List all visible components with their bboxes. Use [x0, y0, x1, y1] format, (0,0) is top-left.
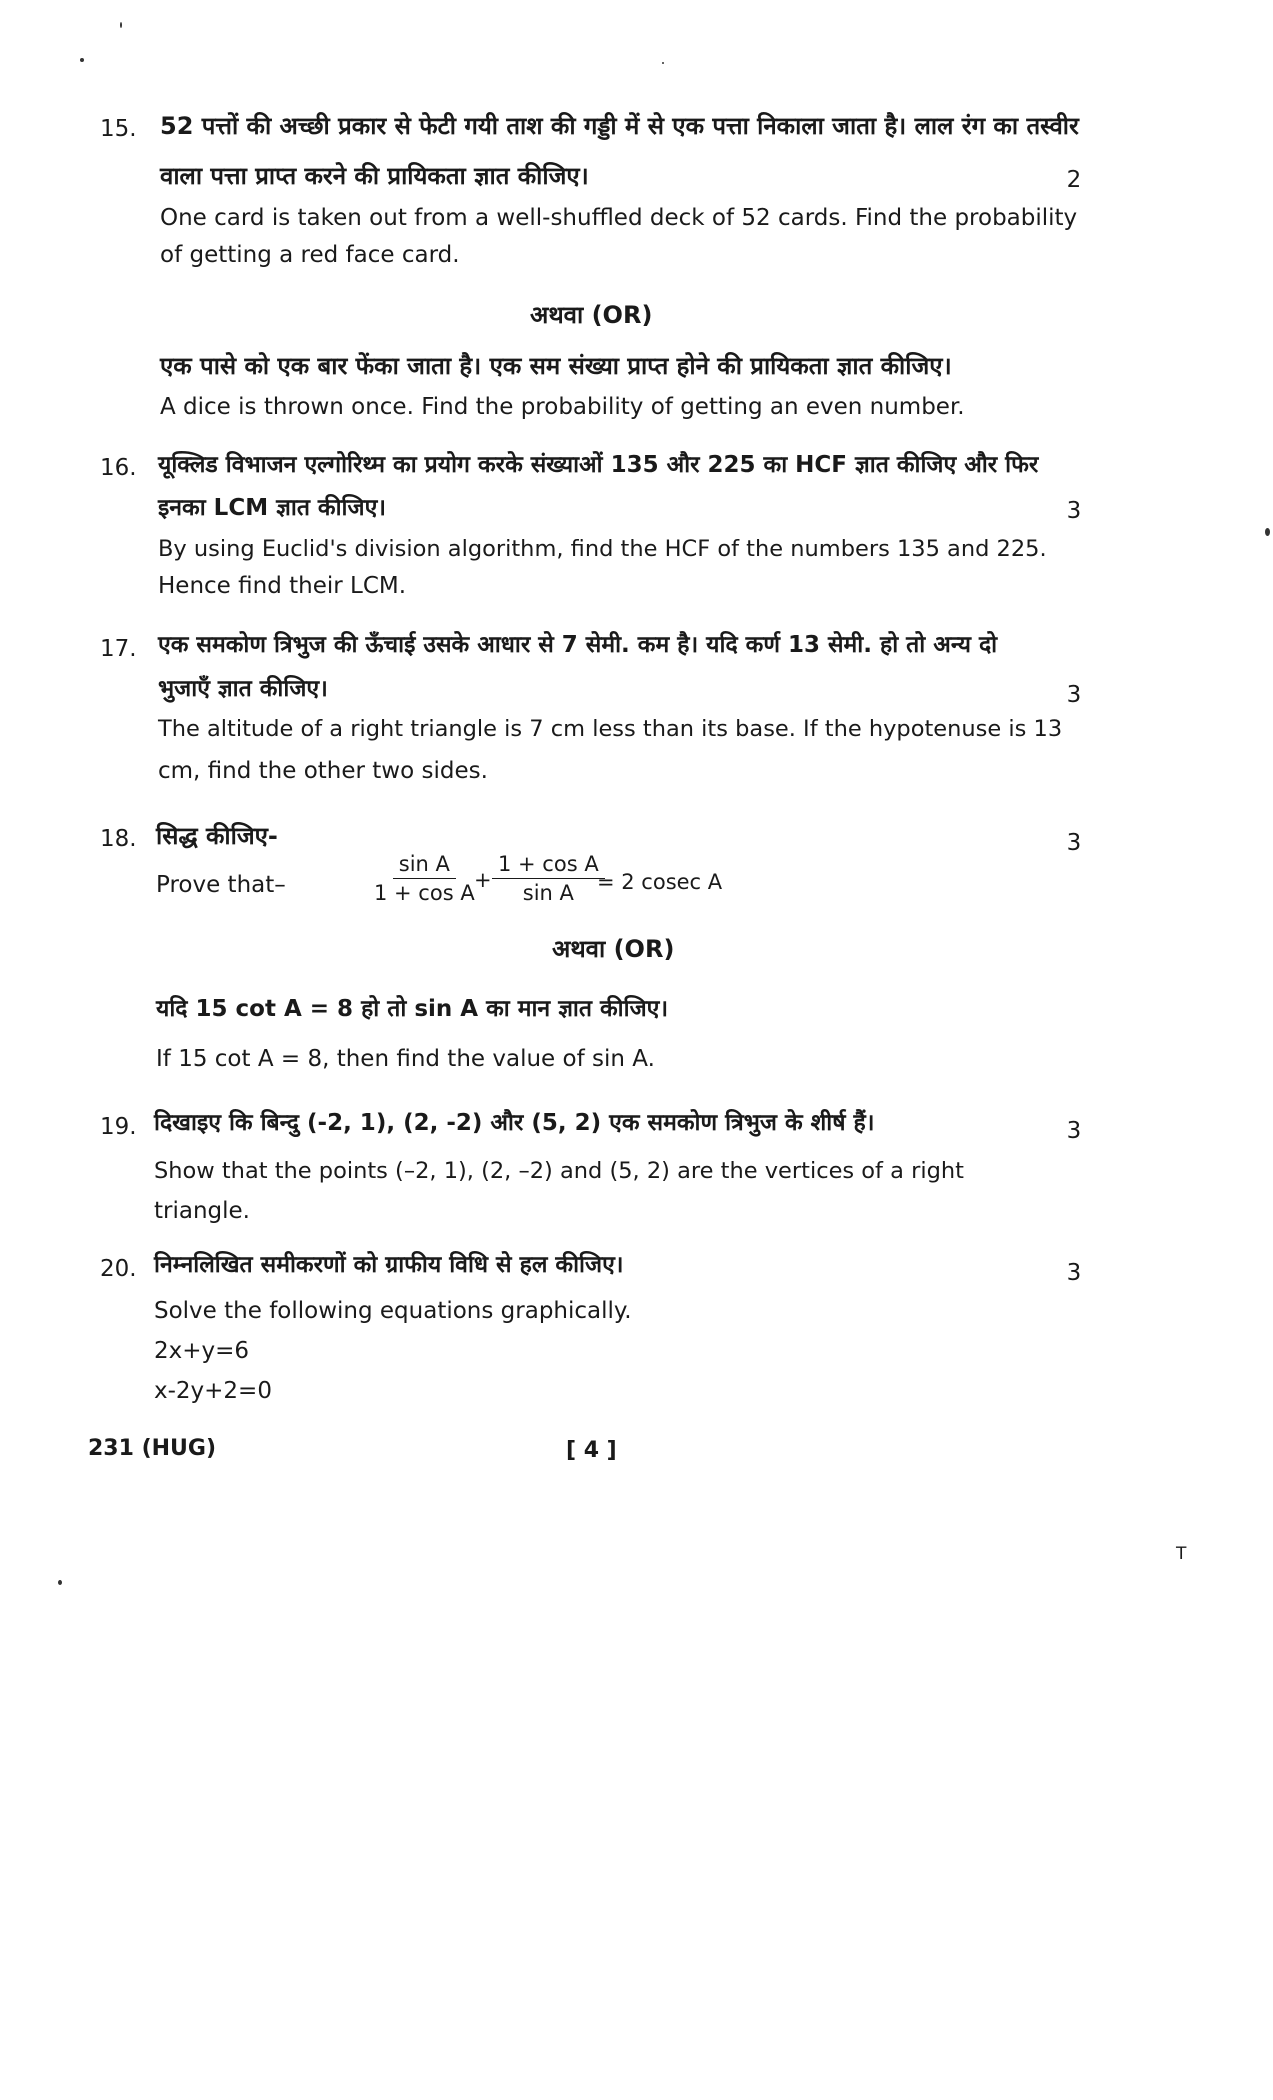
question-english-text: cm, find the other two sides.	[158, 758, 488, 784]
scan-speck	[80, 58, 84, 62]
equation-line: 2x+y=6	[154, 1338, 250, 1364]
scan-speck	[662, 62, 664, 64]
question-hindi-text: 52 पत्तों की अच्छी प्रकार से फेटी गयी ताश की गड्डी में से एक पत्ता निकाला जाता है। लाल रंग का तस्वीर	[160, 112, 1079, 140]
scan-speck	[120, 22, 122, 28]
question-number: 16.	[100, 455, 137, 481]
question-english-text: triangle.	[154, 1198, 250, 1224]
question-number: 15.	[100, 116, 137, 142]
question-hindi-text: सिद्ध कीजिए-	[156, 822, 278, 850]
question-number: 18.	[100, 826, 137, 852]
question-english-text: Solve the following equations graphically.	[154, 1298, 632, 1324]
question-number: 20.	[100, 1256, 137, 1282]
scan-speck	[58, 1580, 62, 1585]
question-english-text: Hence find their LCM.	[158, 573, 407, 599]
question-hindi-text: भुजाएँ ज्ञात कीजिए।	[158, 676, 328, 702]
fraction-1pluscos-over-sin	[492, 852, 605, 905]
equation-line: x-2y+2=0	[154, 1378, 272, 1404]
question-number: 17.	[100, 636, 137, 662]
page-number: [ 4 ]	[566, 1438, 617, 1463]
marks-value: 3	[1066, 498, 1082, 524]
fraction-denominator: sin A	[522, 881, 574, 905]
scan-speck	[1265, 528, 1270, 536]
or-separator: अथवा (OR)	[530, 301, 653, 329]
paper-code: 231 (HUG)	[88, 1436, 217, 1461]
question-english-text: Show that the points (–2, 1), (2, –2) and (5, 2) are the vertices of a right	[154, 1158, 964, 1184]
question-english-text: If 15 cot A = 8, then find the value of sin A.	[156, 1046, 655, 1072]
question-english-text: of getting a red face card.	[160, 242, 460, 268]
fraction-denominator: 1 + cos A	[374, 881, 475, 905]
question-hindi-text: वाला पत्ता प्राप्त करने की प्रायिकता ज्ञात कीजिए।	[160, 162, 589, 190]
marks-value: 3	[1066, 830, 1082, 856]
question-hindi-text: एक समकोण त्रिभुज की ऊँचाई उसके आधार से 7 सेमी. कम है। यदि कर्ण 13 सेमी. हो तो अन्य दो	[158, 632, 998, 658]
fraction-numerator: 1 + cos A	[492, 852, 605, 879]
or-separator: अथवा (OR)	[552, 935, 675, 963]
prove-label: Prove that–	[156, 872, 286, 898]
question-english-text: A dice is thrown once. Find the probability of getting an even number.	[160, 394, 965, 420]
question-hindi-text: यदि 15 cot A = 8 हो तो sin A का मान ज्ञात कीजिए।	[156, 996, 669, 1022]
question-english-text: One card is taken out from a well-shuffled deck of 52 cards. Find the probability	[160, 205, 1078, 231]
marks-value: 3	[1066, 682, 1082, 708]
question-number: 19.	[100, 1114, 137, 1140]
fraction-numerator: sin A	[393, 852, 456, 879]
marks-value: 3	[1066, 1118, 1082, 1144]
question-hindi-text: यूक्लिड विभाजन एल्गोरिथ्म का प्रयोग करके संख्याओं 135 और 225 का HCF ज्ञात कीजिए और फिर	[158, 452, 1039, 478]
question-hindi-text: निम्नलिखित समीकरणों को ग्राफीय विधि से हल कीजिए।	[154, 1252, 624, 1278]
marks-value: 3	[1066, 1260, 1082, 1286]
plus-sign: +	[474, 868, 492, 892]
question-hindi-text: एक पासे को एक बार फेंका जाता है। एक सम संख्या प्राप्त होने की प्रायिकता ज्ञात कीजिए।	[160, 352, 952, 380]
question-hindi-text: इनका LCM ज्ञात कीजिए।	[158, 495, 387, 521]
equation-rhs: = 2 cosec A	[597, 870, 723, 894]
marks-value: 2	[1066, 167, 1082, 193]
question-hindi-text: दिखाइए कि बिन्दु (-2, 1), (2, -2) और (5, 2) एक समकोण त्रिभुज के शीर्ष हैं।	[154, 1110, 875, 1136]
corner-mark: T	[1176, 1544, 1187, 1564]
question-english-text: The altitude of a right triangle is 7 cm less than its base. If the hypotenuse is 13	[158, 716, 1063, 742]
question-english-text: By using Euclid's division algorithm, find the HCF of the numbers 135 and 225.	[158, 536, 1047, 562]
fraction-sin-over-1pluscos	[368, 852, 481, 905]
